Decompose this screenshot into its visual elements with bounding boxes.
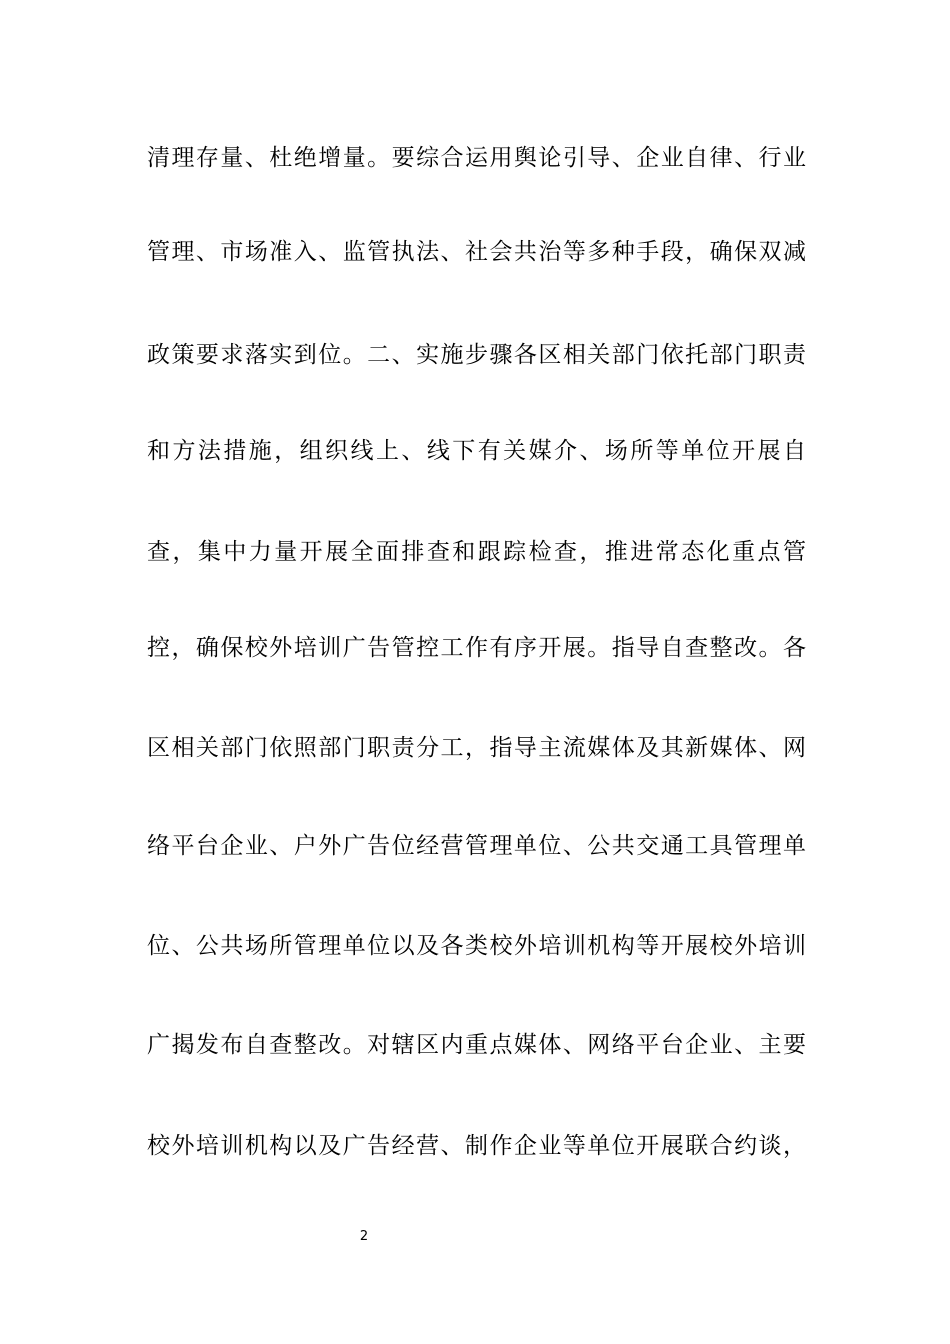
paragraph-line: 校外培训机构以及广告经营、制作企业等单位开展联合约谈， [147, 1133, 807, 1159]
paragraph-line: 络平台企业、户外广告位经营管理单位、公共交通工具管理单 [147, 833, 807, 859]
paragraph-line: 管理、市场准入、监管执法、社会共治等多种手段，确保双减 [147, 239, 807, 265]
paragraph-line: 控，确保校外培训广告管控工作有序开展。指导自查整改。各 [147, 635, 807, 661]
page-number: 2 [359, 1229, 369, 1244]
paragraph-line: 广揭发布自查整改。对辖区内重点媒体、网络平台企业、主要 [147, 1032, 807, 1058]
paragraph-line: 政策要求落实到位。二、实施步骤各区相关部门依托部门职责 [147, 342, 807, 368]
paragraph-line: 清理存量、杜绝增量。要综合运用舆论引导、企业自律、行业 [147, 145, 807, 171]
paragraph-line: 区相关部门依照部门职责分工，指导主流媒体及其新媒体、网 [147, 735, 807, 761]
paragraph-line: 查，集中力量开展全面排查和跟踪检查，推进常态化重点管 [147, 539, 807, 565]
paragraph-line: 和方法措施，组织线上、线下有关媒介、场所等单位开展自 [147, 438, 807, 464]
paragraph-line: 位、公共场所管理单位以及各类校外培训机构等开展校外培训 [147, 933, 807, 959]
